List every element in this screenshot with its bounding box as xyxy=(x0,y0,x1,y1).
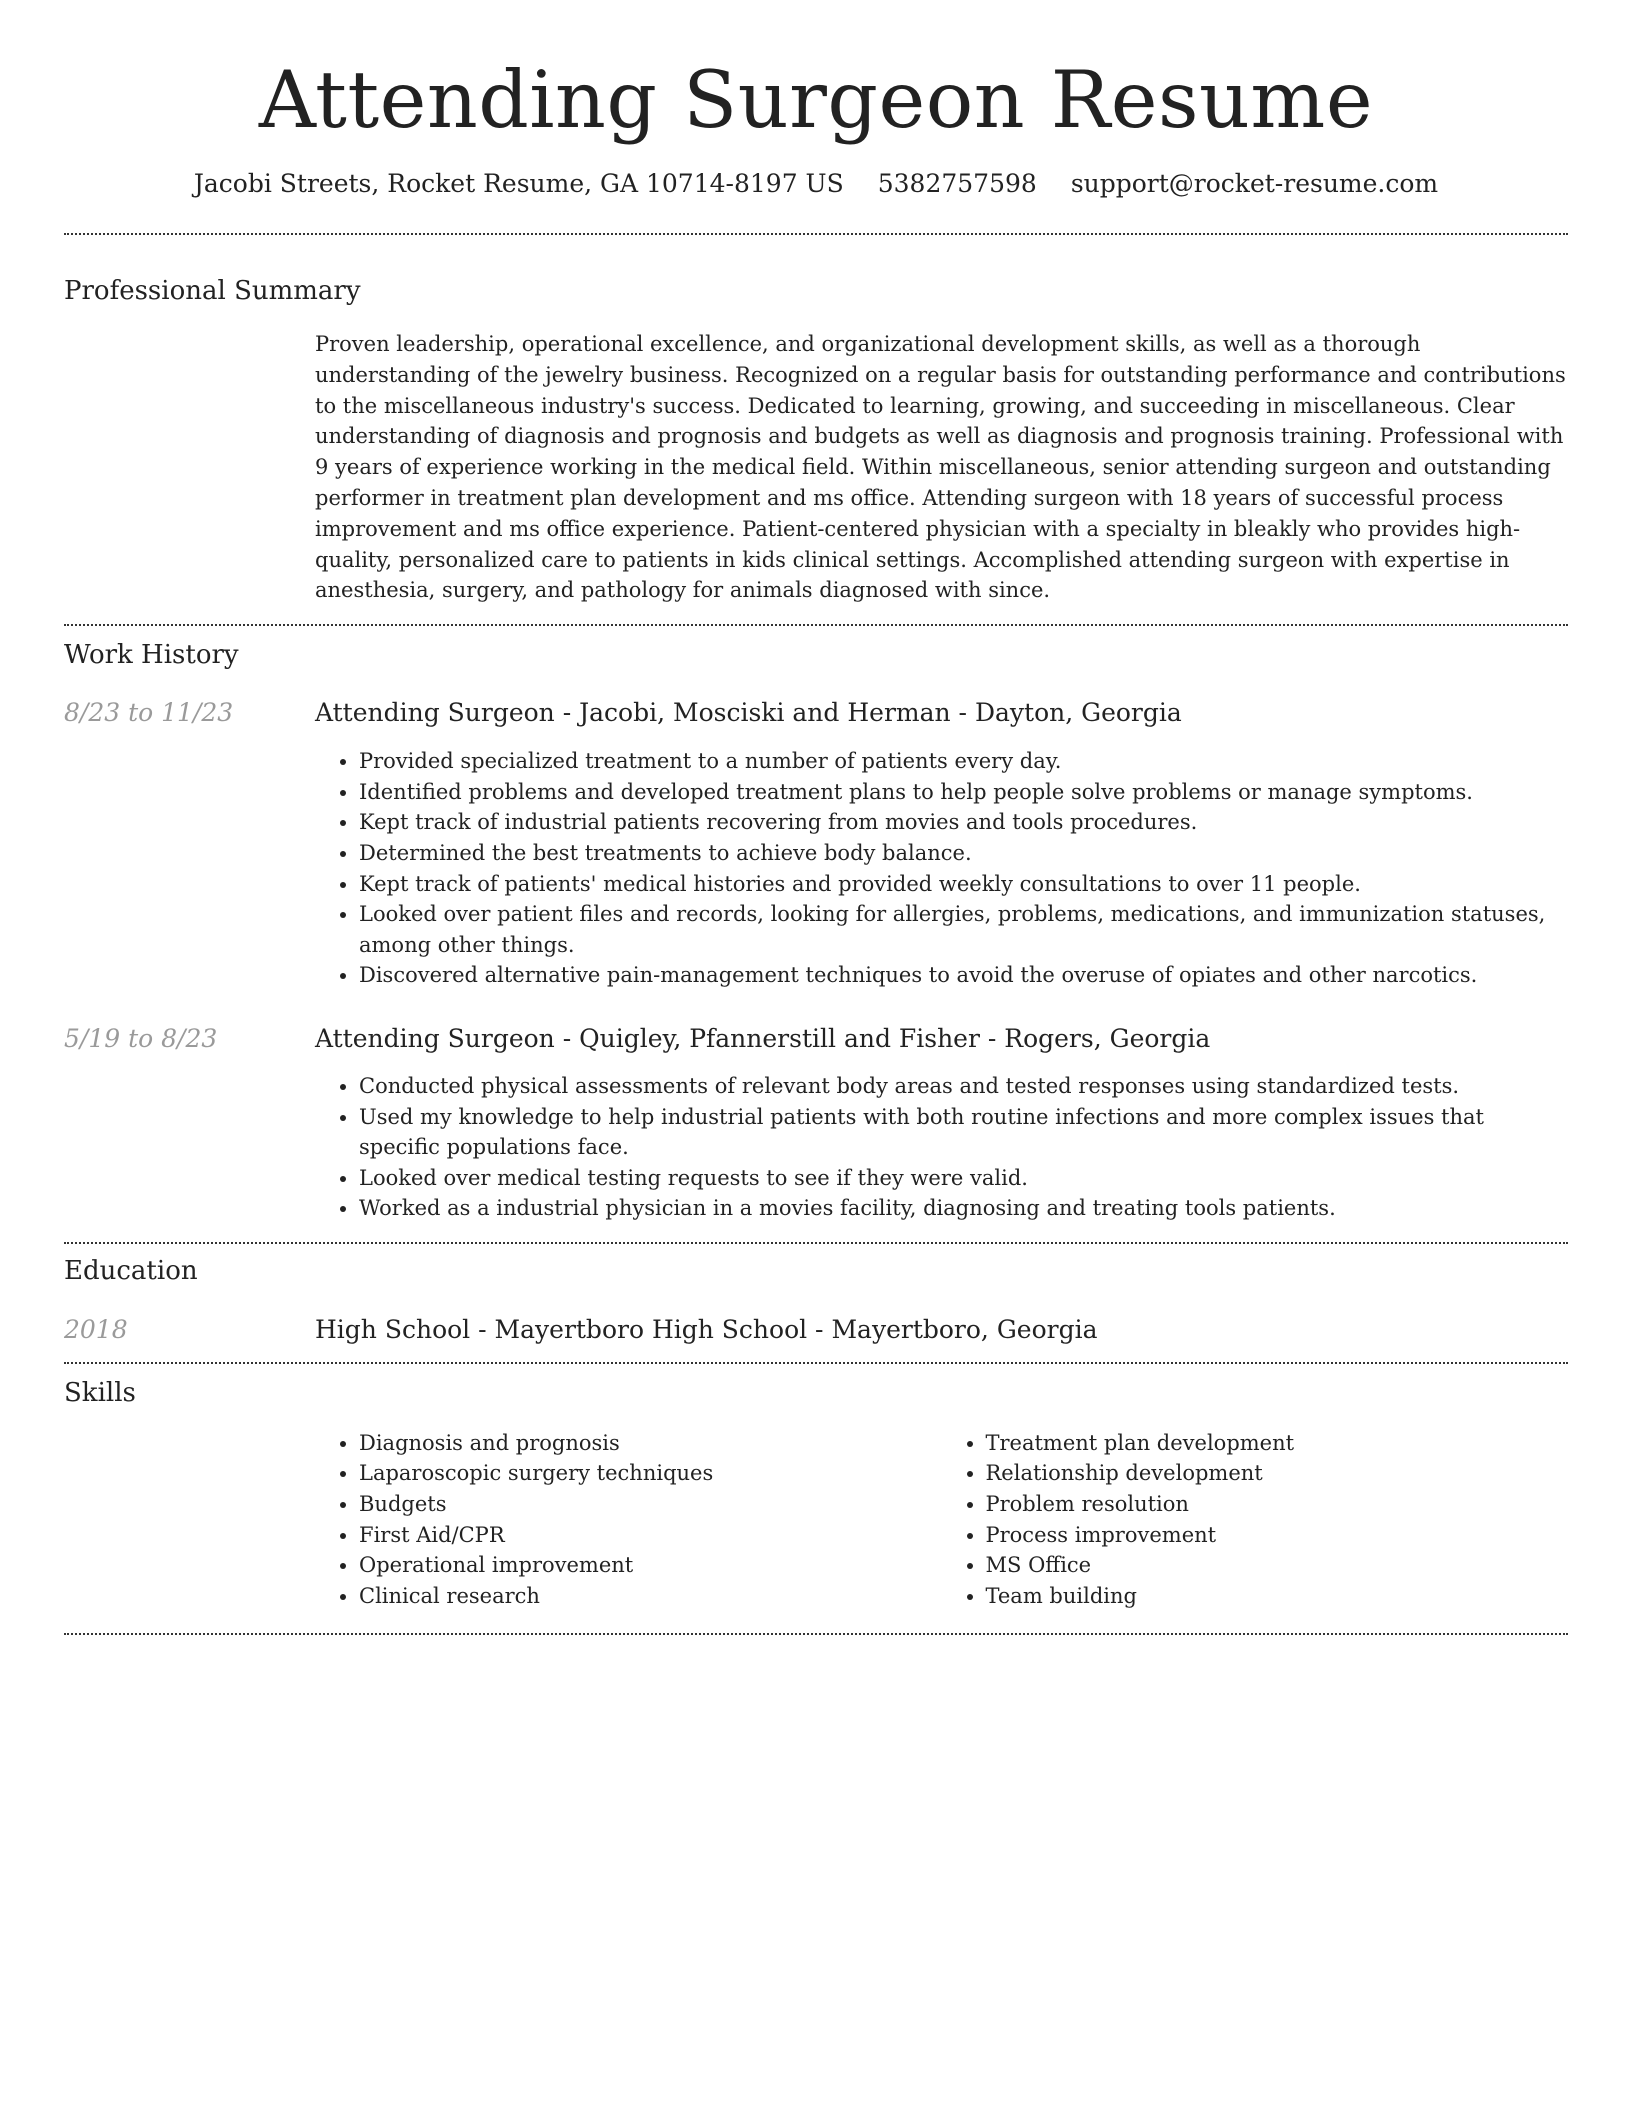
skills-list-right xyxy=(942,1428,1569,1612)
job-bullet: • Conducted physical assessments of relevant body areas and tested responses using standardized tests. xyxy=(359,1071,1568,1102)
summary-text: Proven leadership, operational excellence, and organizational development skills, as well as a thorough understanding of the jewelry business. Recognized on a regular basis for outstanding performance and contributions to the miscellaneous industry's success. Dedicated to learning, growing, and succeeding in miscellaneous. Clear understanding of diagnosis and prognosis and budgets as well as diagnosis and prognosis training. Professional with 9 years of experience working in the medical field. Within miscellaneous, senior attending surgeon and outstanding performer in treatment plan development and ms office. Attending surgeon with 18 years of successful process improvement and ms office experience. Patient-centered physician with a specialty in bleakly who provides high-quality, personalized care to patients in kids clinical settings. Accomplished attending surgeon with expertise in anesthesia, surgery, and pathology for animals diagnosed with since. xyxy=(315,332,1566,603)
education-heading: Education xyxy=(64,1255,198,1286)
contact-email: support@rocket-resume.com xyxy=(1070,169,1439,198)
job-bullets xyxy=(315,1071,1568,1224)
skill-item: • Budgets xyxy=(359,1489,942,1520)
job-title: Attending Surgeon - Jacobi, Mosciski and Herman - Dayton, Georgia xyxy=(315,698,1182,728)
contact-line xyxy=(64,168,1568,200)
job-bullet: • Kept track of industrial patients recovering from movies and tools procedures. xyxy=(359,807,1568,838)
contact-address: Jacobi Streets, Rocket Resume, GA 10714-8197 US xyxy=(193,169,844,198)
skills-row xyxy=(64,1428,1568,1612)
job-dates: 5/19 to 8/23 xyxy=(64,1023,218,1053)
education-section xyxy=(64,1254,1568,1362)
job-bullet: • Determined the best treatments to achieve body balance. xyxy=(359,838,1568,869)
education-divider xyxy=(64,1362,1568,1364)
education-title: High School - Mayertboro High School - Mayertboro, Georgia xyxy=(315,1314,1098,1344)
skill-item: • Treatment plan development xyxy=(986,1428,1569,1459)
job-bullets xyxy=(315,746,1568,991)
job-bullet: • Worked as a industrial physician in a movies facility, diagnosing and treating tools patients. xyxy=(359,1193,1568,1224)
summary-row xyxy=(64,329,1568,624)
skills-heading: Skills xyxy=(64,1377,136,1408)
work-section xyxy=(64,638,1568,1242)
education-entry xyxy=(64,1314,1568,1346)
skills-divider xyxy=(64,1633,1568,1635)
skill-item: • Clinical research xyxy=(359,1581,942,1612)
job-bullet: • Looked over medical testing requests to see if they were valid. xyxy=(359,1163,1568,1194)
skill-item: • Diagnosis and prognosis xyxy=(359,1428,942,1459)
skill-item: • Team building xyxy=(986,1581,1569,1612)
summary-heading: Professional Summary xyxy=(64,276,361,306)
skills-list-left xyxy=(315,1428,942,1612)
job-bullet: • Discovered alternative pain-management techniques to avoid the overuse of opiates and other narcotics. xyxy=(359,960,1568,991)
skills-columns xyxy=(315,1428,1568,1612)
summary-spacer xyxy=(64,329,315,624)
job-title: Attending Surgeon - Quigley, Pfannerstill and Fisher - Rogers, Georgia xyxy=(315,1023,1211,1053)
skill-item: • Relationship development xyxy=(986,1458,1569,1489)
skill-item: • First Aid/CPR xyxy=(359,1520,942,1551)
job-bullet: • Identified problems and developed treatment plans to help people solve problems or manage symptoms. xyxy=(359,777,1568,808)
summary-divider xyxy=(64,624,1568,626)
work-divider xyxy=(64,1242,1568,1244)
job-entry xyxy=(64,697,1568,991)
skill-item: • MS Office xyxy=(986,1550,1569,1581)
header-divider xyxy=(64,233,1568,235)
summary-section xyxy=(64,274,1568,624)
resume-title: Attending Surgeon Resume xyxy=(258,54,1374,146)
skill-item: • Problem resolution xyxy=(986,1489,1569,1520)
work-heading: Work History xyxy=(64,640,239,671)
contact-phone: 5382757598 xyxy=(877,169,1037,198)
skill-item: • Operational improvement xyxy=(359,1550,942,1581)
job-bullet: • Provided specialized treatment to a number of patients every day. xyxy=(359,746,1568,777)
education-year: 2018 xyxy=(64,1314,128,1344)
job-bullet: • Kept track of patients' medical histories and provided weekly consultations to over 11 people. xyxy=(359,869,1568,900)
skills-spacer xyxy=(64,1428,315,1612)
job-bullet: • Looked over patient files and records, looking for allergies, problems, medications, and immunization statuses, among other things. xyxy=(359,899,1568,960)
job-entry xyxy=(64,1023,1568,1224)
job-bullet: • Used my knowledge to help industrial patients with both routine infections and more complex issues that specific populations face. xyxy=(359,1102,1568,1163)
skill-item: • Process improvement xyxy=(986,1520,1569,1551)
job-details xyxy=(315,697,1568,991)
job-dates: 8/23 to 11/23 xyxy=(64,698,234,728)
skills-section xyxy=(64,1376,1568,1634)
skill-item: • Laparoscopic surgery techniques xyxy=(359,1458,942,1489)
job-details xyxy=(315,1023,1568,1224)
